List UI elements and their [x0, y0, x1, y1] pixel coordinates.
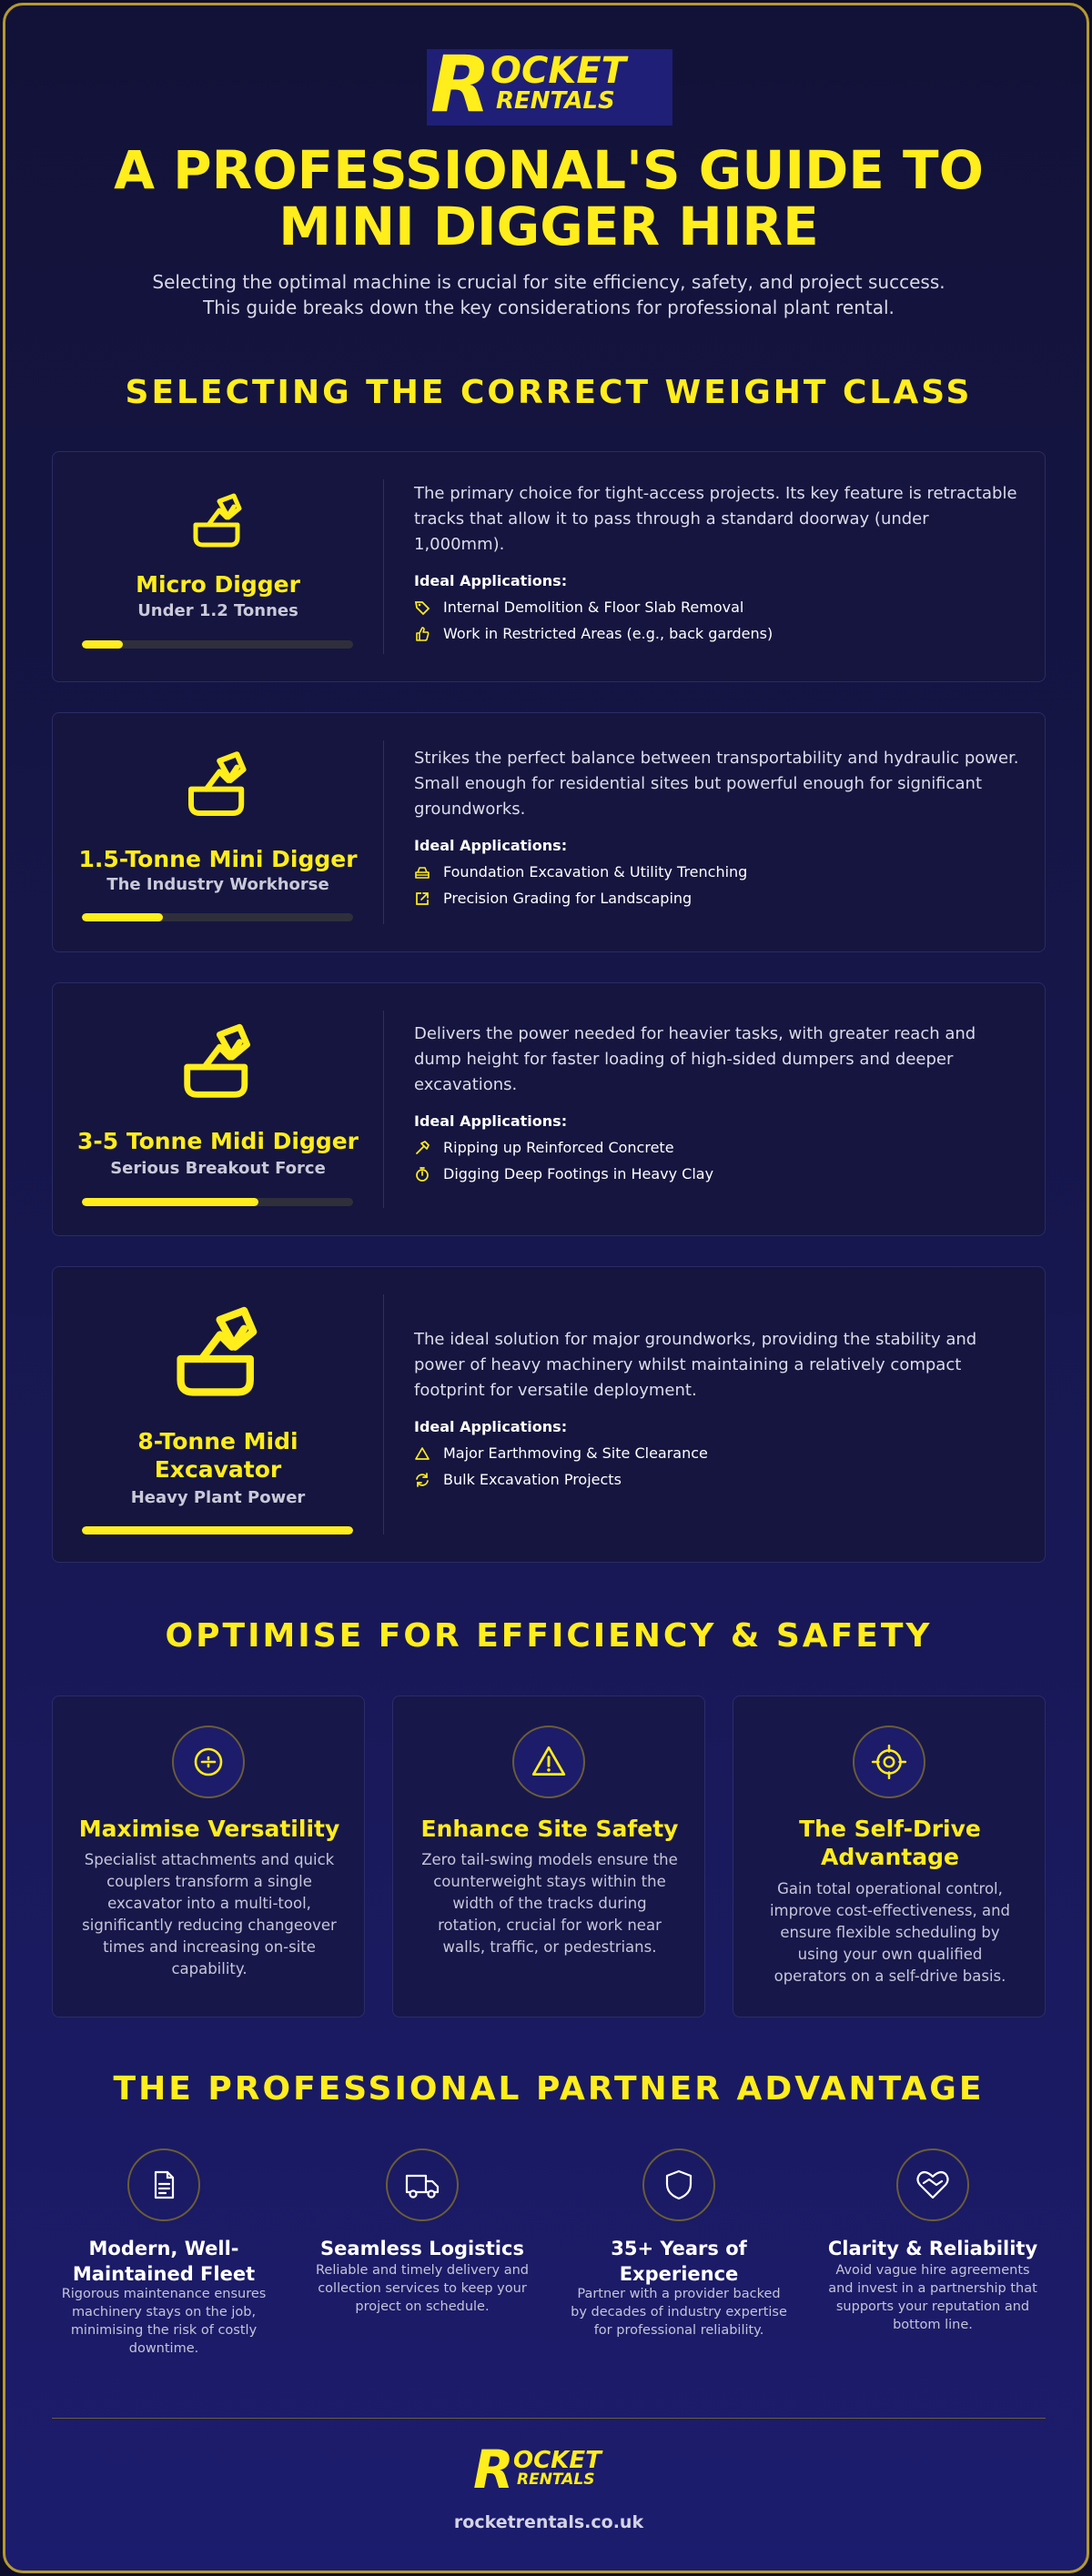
partner-item-title-line1: 35+ Years of: [611, 2238, 747, 2259]
tag-icon: [414, 599, 430, 616]
class-name: [53, 1427, 383, 1484]
application-text: Ripping up Reinforced Concrete: [443, 1139, 674, 1156]
toolkit-icon: [190, 1744, 227, 1780]
partner-item-text: Rigorous maintenance ensures machinery stays on the job, minimising the risk of costly downtime.: [61, 2287, 267, 2356]
efficiency-card-title-line1: The Self-Drive: [799, 1816, 981, 1842]
class-subtitle: The Industry Workhorse: [106, 875, 329, 894]
efficiency-icon-circle: [172, 1726, 245, 1798]
application-text: Bulk Excavation Projects: [443, 1471, 622, 1488]
logo-word-ocket: OCKET: [490, 50, 626, 92]
logo-word-ocket: OCKET: [513, 2447, 602, 2474]
efficiency-card-self-drive: [733, 1696, 1046, 2018]
efficiency-card-text: Zero tail-swing models ensure the counterweight stays within the width of the tracks during rotation, crucial for work near walls, traffic, or pedestrians.: [421, 1851, 678, 1956]
power-level-bar: [82, 1198, 353, 1206]
application-text: Foundation Excavation & Utility Trenching: [443, 863, 748, 880]
efficiency-icon-circle: [853, 1726, 925, 1798]
infographic-frame: [3, 3, 1089, 2573]
intro-line1: Selecting the optimal machine is crucial for site efficiency, safety, and project success.: [152, 271, 945, 293]
class-name: Micro Digger: [136, 571, 300, 598]
micro-digger-icon: [187, 490, 250, 554]
page-title: [5, 139, 1089, 257]
partner-item-text: Partner with a provider backed by decades of industry expertise for professional reliability.: [571, 2287, 787, 2338]
partner-item-title: Seamless Logistics: [320, 2238, 524, 2259]
power-level-bar: [82, 913, 353, 921]
class-name: 3-5 Tonne Midi Digger: [76, 1128, 359, 1154]
application-text: Internal Demolition & Floor Slab Removal: [443, 599, 744, 616]
card-divider: [383, 479, 384, 654]
partner-icon-circle: [386, 2148, 459, 2221]
class-name-line2: Excavator: [154, 1456, 282, 1483]
partner-item-text: Reliable and timely delivery and collection services to keep your project on schedule.: [315, 2263, 530, 2314]
shield-icon: [663, 2168, 694, 2201]
mini-digger-icon: [180, 748, 257, 824]
efficiency-card-text: Specialist attachments and quick couplers transform a single excavator into a multi-tool, significantly reducing changeover times and increasing on-site capability.: [82, 1851, 337, 1977]
midi-digger-icon: [175, 1020, 262, 1107]
applications-label: Ideal Applications:: [414, 1418, 568, 1435]
application-item: [414, 599, 1024, 616]
excavator-icon: [166, 1302, 271, 1407]
class-subtitle: Serious Breakout Force: [110, 1159, 326, 1178]
weight-card-3-5-tonne: [52, 982, 1046, 1236]
application-text: Digging Deep Footings in Heavy Clay: [443, 1165, 714, 1182]
logo-word-rentals: RENTALS: [517, 2470, 595, 2489]
power-level-fill: [82, 913, 163, 921]
efficiency-card-title: Enhance Site Safety: [420, 1816, 679, 1842]
target-icon: [870, 1743, 908, 1781]
card-divider: [383, 1294, 384, 1535]
document-icon: [147, 2168, 180, 2201]
footer-logo[interactable]: [471, 2439, 631, 2501]
class-name: 1.5-Tonne Mini Digger: [78, 846, 358, 872]
power-level-fill: [82, 1198, 258, 1206]
weight-section-title: SELECTING THE CORRECT WEIGHT CLASS: [125, 374, 973, 411]
class-description: Delivers the power needed for heavier tasks, with greater reach and dump height for faster loading of high-sided dumpers and deeper excavations.: [414, 1024, 976, 1094]
triangle-icon: [414, 1445, 430, 1462]
trench-icon: [414, 864, 430, 880]
efficiency-card-text: Gain total operational control, improve cost-effectiveness, and ensure flexible scheduling by using your own qualified operators on a self-drive basis.: [769, 1880, 1011, 1985]
efficiency-card-title: [743, 1815, 1037, 1871]
arrow-out-icon: [414, 891, 430, 907]
intro-text: [96, 269, 1001, 320]
partner-section-title: THE PROFESSIONAL PARTNER ADVANTAGE: [113, 2070, 985, 2108]
partner-item-title: Clarity & Reliability: [827, 2238, 1038, 2259]
card-divider: [383, 740, 384, 924]
class-subtitle: Heavy Plant Power: [130, 1488, 306, 1507]
logo-letter-r: R: [473, 2439, 514, 2501]
partner-icon-circle: [642, 2148, 715, 2221]
application-item: [414, 890, 1024, 907]
handshake-heart-icon: [915, 2168, 951, 2201]
applications-label: Ideal Applications:: [414, 572, 568, 589]
card-divider: [383, 1011, 384, 1208]
efficiency-card-safety: [392, 1696, 705, 2018]
application-item: [414, 1471, 1024, 1488]
application-item: [414, 1165, 1024, 1182]
efficiency-card-title-line2: Advantage: [821, 1844, 959, 1870]
brand-logo[interactable]: [427, 39, 672, 130]
power-level-fill: [82, 1526, 353, 1535]
application-item: [414, 863, 1024, 880]
logo-letter-r: R: [430, 39, 491, 130]
application-item: [414, 1444, 1024, 1462]
applications-label: Ideal Applications:: [414, 837, 568, 854]
weight-card-8-tonne: [52, 1266, 1046, 1563]
efficiency-icon-circle: [512, 1726, 585, 1798]
efficiency-section-title: OPTIMISE FOR EFFICIENCY & SAFETY: [165, 1617, 933, 1655]
class-description: The ideal solution for major groundworks, providing the stability and power of heavy machinery whilst maintaining a relatively compact footprint for versatile deployment.: [414, 1330, 977, 1400]
power-level-fill: [82, 640, 123, 649]
page-title-line1: A PROFESSIONAL'S GUIDE TO: [114, 139, 984, 201]
warning-icon: [530, 1743, 568, 1781]
thumbs-up-icon: [414, 626, 430, 642]
partner-item-title-line2: Experience: [619, 2263, 739, 2285]
efficiency-card-title: Maximise Versatility: [78, 1816, 340, 1842]
weight-card-1-5-tonne: [52, 712, 1046, 952]
application-item: [414, 1139, 1024, 1156]
application-text: Major Earthmoving & Site Clearance: [443, 1444, 708, 1462]
page-title-line2: MINI DIGGER HIRE: [278, 196, 819, 257]
efficiency-card-versatility: [52, 1696, 365, 2018]
class-description: The primary choice for tight-access projects. Its key feature is retractable tracks that allow it to pass through a standard doorway (under 1,000mm).: [414, 484, 1017, 554]
weight-card-micro: [52, 451, 1046, 682]
partner-icon-circle: [127, 2148, 200, 2221]
website-link[interactable]: rocketrentals.co.uk: [453, 2512, 644, 2532]
application-text: Precision Grading for Landscaping: [443, 890, 693, 907]
truck-icon: [404, 2168, 440, 2201]
refresh-icon: [414, 1472, 430, 1488]
intro-line2: This guide breaks down the key considerations for professional plant rental.: [203, 297, 895, 318]
applications-label: Ideal Applications:: [414, 1112, 568, 1130]
partner-item-title-line1: Modern, Well-: [88, 2238, 239, 2259]
class-name-line1: 8-Tonne Midi: [137, 1428, 298, 1454]
application-text: Work in Restricted Areas (e.g., back gardens): [443, 625, 774, 642]
application-item: [414, 625, 1024, 642]
partner-icon-circle: [896, 2148, 969, 2221]
stopwatch-icon: [414, 1166, 430, 1182]
partner-item-title: [565, 2236, 793, 2287]
class-description: Strikes the perfect balance between transportability and hydraulic power. Small enough for residential sites but powerful enough for significant groundworks.: [414, 749, 1019, 819]
partner-item-title: [50, 2236, 278, 2287]
footer-divider: [52, 2418, 1046, 2419]
partner-item-text: Avoid vague hire agreements and invest in a partnership that supports your reputation and bottom line.: [828, 2263, 1037, 2332]
power-level-bar: [82, 640, 353, 649]
partner-item-title-line2: Maintained Fleet: [72, 2263, 256, 2285]
logo-word-rentals: RENTALS: [496, 87, 615, 115]
class-subtitle: Under 1.2 Tonnes: [137, 601, 298, 620]
power-level-bar: [82, 1526, 353, 1535]
hammer-icon: [414, 1140, 430, 1156]
